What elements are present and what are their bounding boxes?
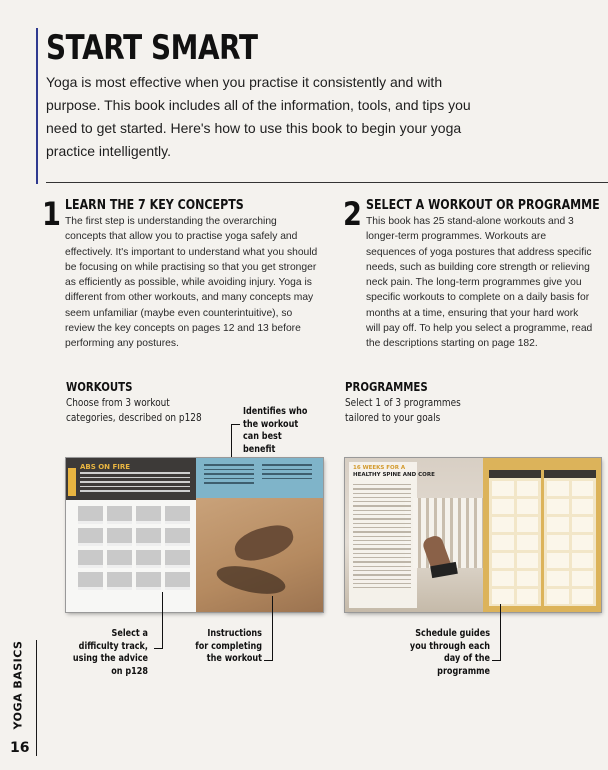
- workouts-description: Choose from 3 workout categories, described on p128: [66, 397, 202, 424]
- programme-intro-text: [353, 484, 411, 591]
- programmes-description: Select 1 of 3 programmes tailored to your goals: [345, 397, 461, 424]
- step-2-title: SELECT A WORKOUT OR PROGRAMME: [366, 197, 600, 213]
- page-number: 16: [10, 740, 30, 756]
- programme-spread-preview: [345, 458, 601, 612]
- callout-schedule-tick: [492, 660, 501, 661]
- schedule-week-column: [544, 470, 596, 606]
- schedule-panel: [483, 458, 601, 612]
- programme-spread-heading-line1: 16 WEEKS FOR A: [353, 465, 406, 471]
- spread-tab: [68, 468, 76, 496]
- section-divider: [46, 182, 608, 183]
- step-2-number: 2: [343, 195, 362, 233]
- workouts-title: WORKOUTS: [66, 380, 133, 394]
- step-1-body: The first step is understanding the overarching concepts that allow you to practise yoga safely and effectively. It's important to understand what you should be focusing on while practising so that you get stronger as efficiently as possible, while avoiding injury. Yoga is different from other workouts, and many concepts may seem unfamiliar (maybe even counterintuitive), so review the key concepts on pages 12 and 13 before performing any postures.: [65, 216, 318, 350]
- callout-benefit: Identifies who the workout can best benefit: [243, 406, 308, 455]
- callout-schedule: Schedule guides you through each day of the programme: [409, 628, 490, 677]
- callout-instructions: Instructions for completing the workout: [195, 628, 262, 664]
- spread-column-text: [262, 464, 312, 482]
- programme-spread-heading-line2: HEALTHY SPINE AND CORE: [353, 472, 435, 478]
- spread-intro-text: [80, 472, 190, 495]
- callout-instructions-tick: [264, 660, 273, 661]
- step-2-body: This book has 25 stand-alone workouts and 3 longer-term programmes. Workouts are sequences of yoga postures that address specific needs, such as building core strength or relieving neck pain. The long-term programmes give you specific workouts to complete on a daily basis for months at a time, ensuring that your hard work will pay off. To help you select a programme, read the descriptions starting on page 182.: [366, 216, 593, 350]
- intro-paragraph: Yoga is most effective when you practise it consistently and with purpose. This book includes all of the information, tools, and tips you need to get started. Here's how to use this book to begin your yoga practice intelligently.: [46, 74, 471, 159]
- step-1-number: 1: [42, 195, 61, 233]
- schedule-week-column: [489, 470, 541, 606]
- accent-rule: [36, 28, 38, 184]
- step-1-title: LEARN THE 7 KEY CONCEPTS: [65, 197, 244, 213]
- spread-column-text: [204, 464, 254, 487]
- callout-track-tick: [154, 648, 163, 649]
- programme-spread-heading: [353, 465, 435, 479]
- workout-spread-preview: [66, 458, 323, 612]
- side-divider: [36, 640, 37, 756]
- programmes-title: PROGRAMMES: [345, 380, 428, 394]
- spread-heading: ABS ON FIRE: [80, 463, 131, 471]
- pose-sequence-grid: [78, 506, 190, 590]
- callout-track: Select a difficulty track, using the advice on p128: [72, 628, 148, 677]
- page-title: START SMART: [46, 28, 258, 68]
- callout-schedule-line: [500, 604, 501, 660]
- callout-track-line: [162, 592, 163, 648]
- callout-benefit-tick: [231, 424, 240, 425]
- section-label-text: YOGA BASICS: [11, 640, 25, 730]
- section-label: [8, 640, 28, 730]
- callout-instructions-line: [272, 596, 273, 660]
